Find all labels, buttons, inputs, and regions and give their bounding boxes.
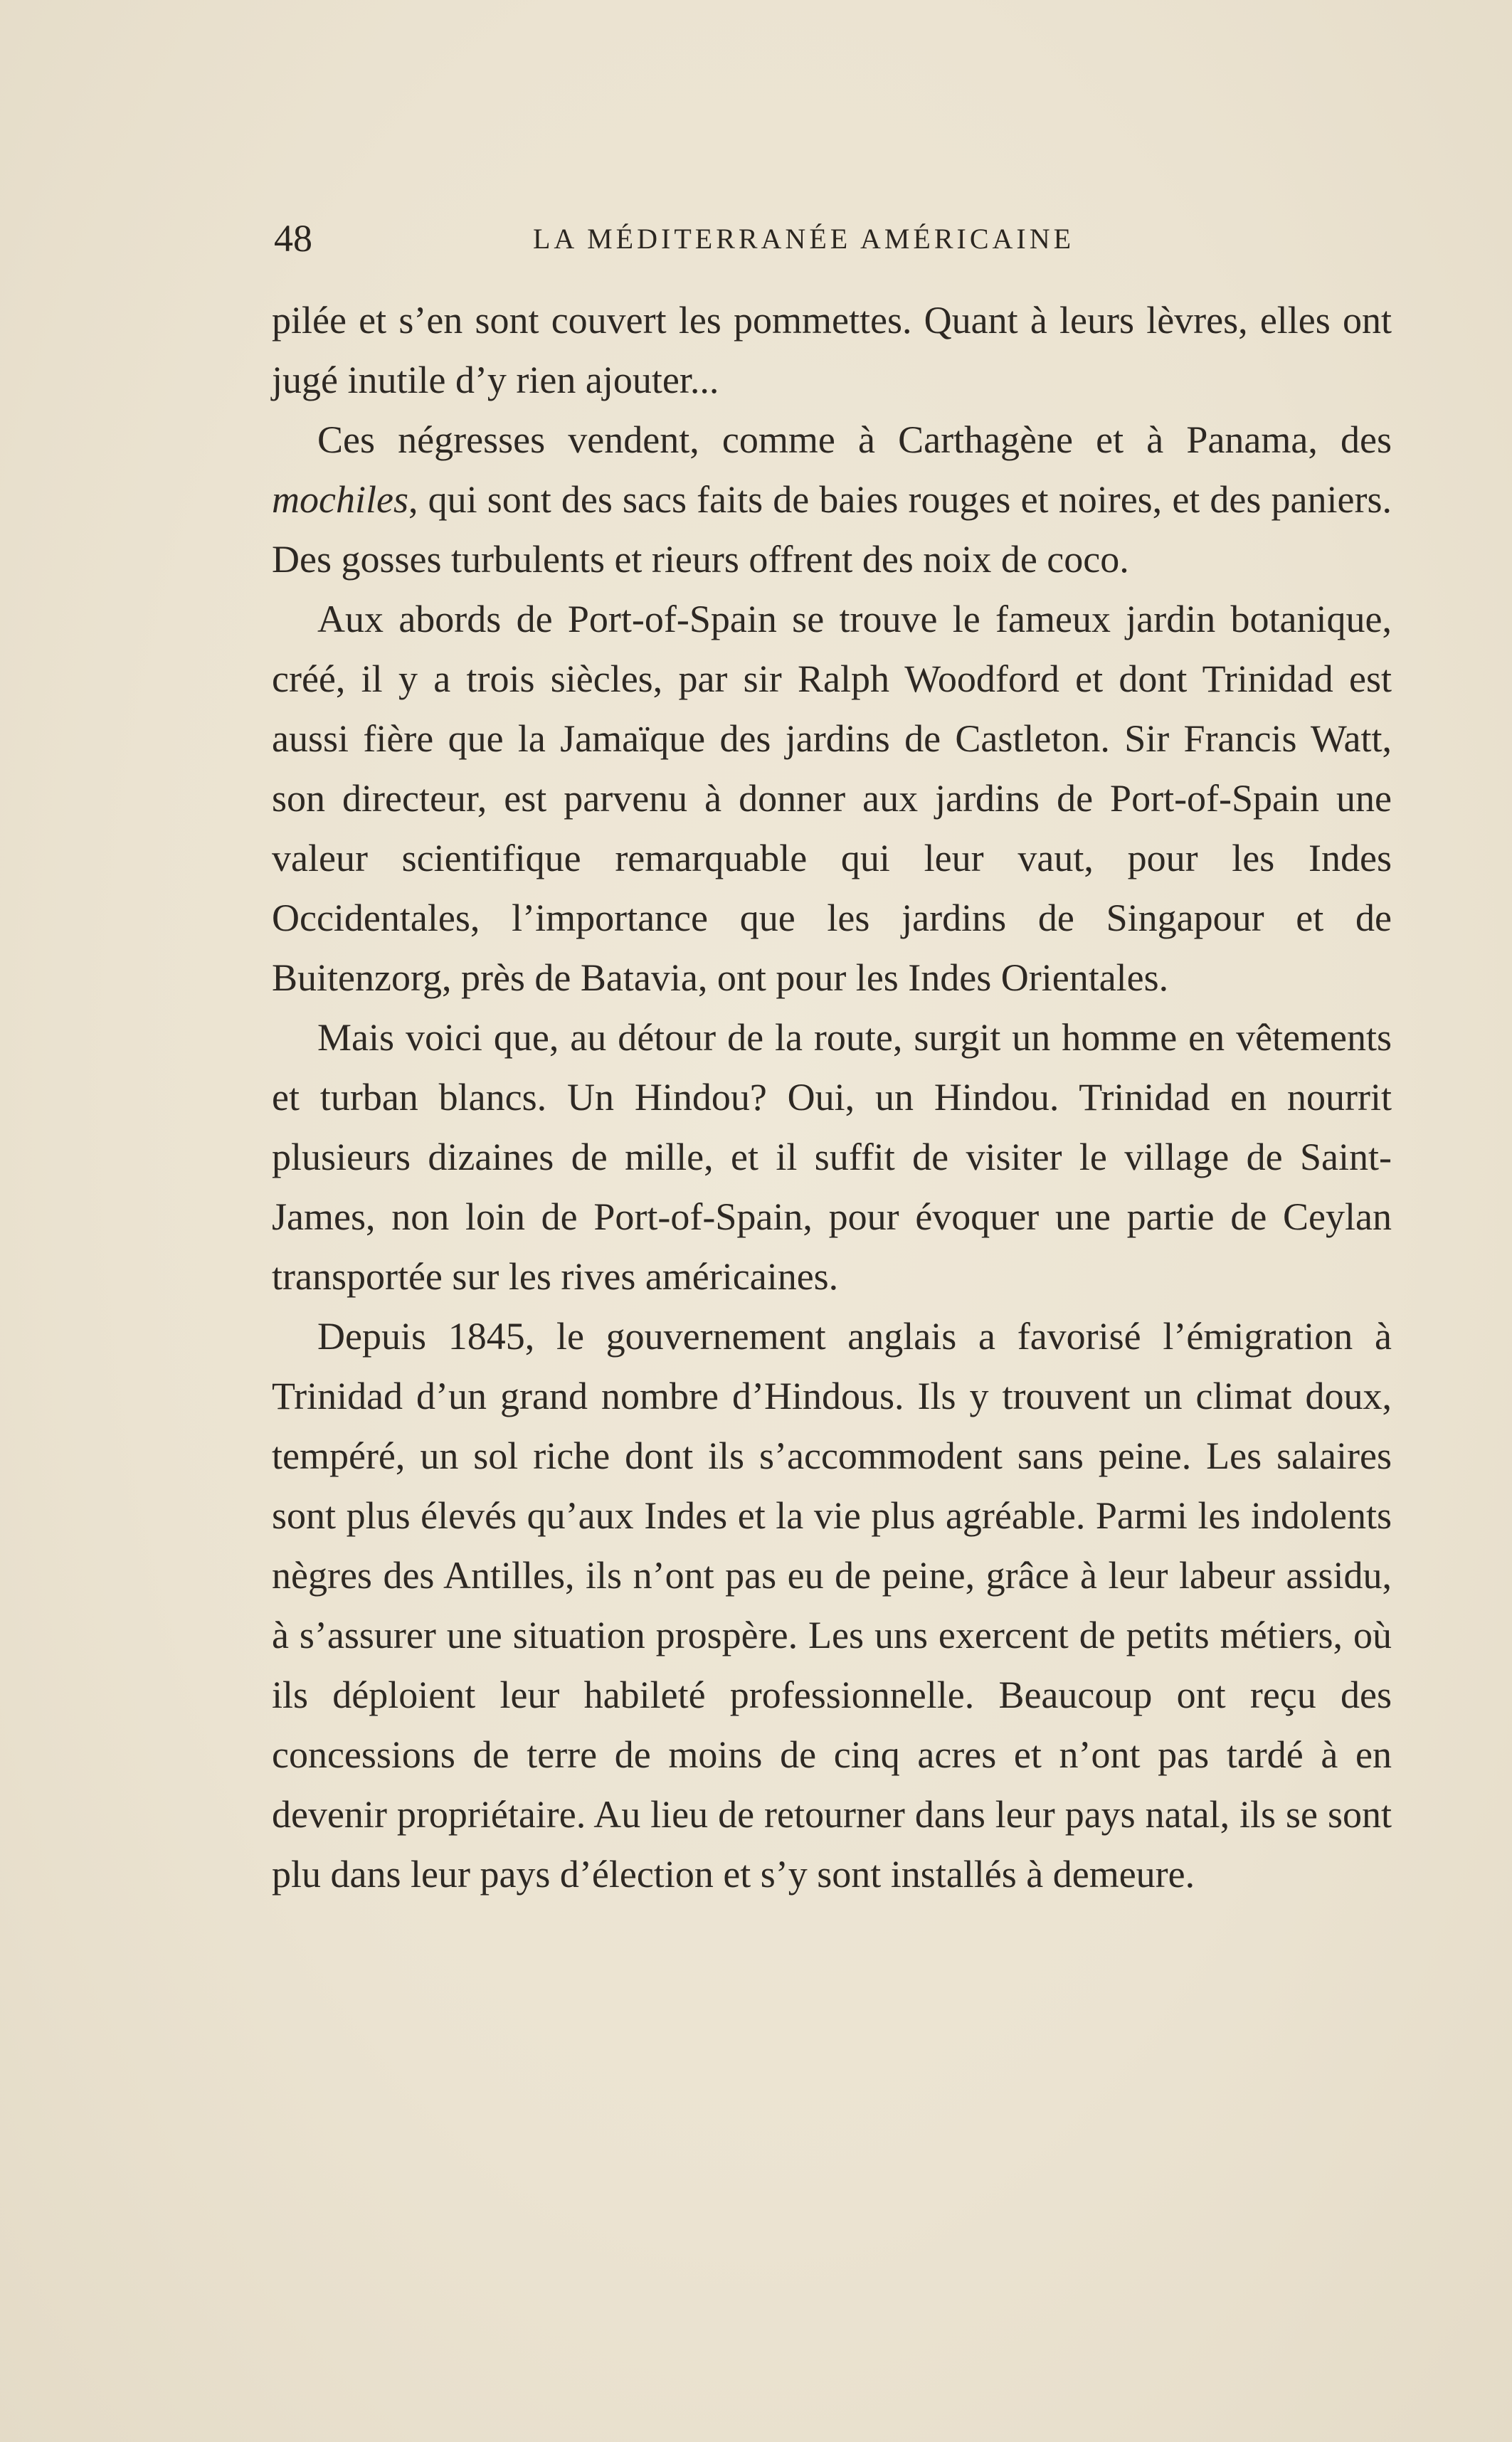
page-header [274,213,1390,263]
running-title: LA MÉDITERRANÉE AMÉRICAINE [533,223,1075,255]
paragraph-2-after: , qui sont des sacs faits de baies rouges et noires, et des paniers. Des gosses turbulents et rieurs offrent des noix de coco. [272,478,1392,581]
paragraph-4: Mais voici que, au détour de la route, surgit un homme en vêtements et turban blancs. Un Hindou? Oui, un Hindou. Trinidad en nourrit plusieurs dizaines de mille, et il suffit de visiter le village de Saint-James, non loin de Port-of-Spain, pour évoquer une partie de Ceylan transportée sur les rives américaines. [272,1016,1392,1298]
paragraph-1: pilée et s’en sont couvert les pommettes. Quant à leurs lèvres, elles ont jugé inutile d’y rien ajouter... [272,299,1392,401]
paragraph-2 [272,410,1392,589]
paragraph-5: Depuis 1845, le gouvernement anglais a favorisé l’émigration à Trinidad d’un grand nombre d’Hindous. Ils y trouvent un climat doux, tempéré, un sol riche dont ils s’accommodent sans peine. Les salaires sont plus élevés qu’aux Indes et la vie plus agréable. Parmi les indolents nègres des Antilles, ils n’ont pas eu de peine, grâce à leur labeur assidu, à s’assurer une situation prospère. Les uns exercent de petits métiers, où ils déploient leur habileté professionnelle. Beaucoup ont reçu des concessions de terre de moins de cinq acres et n’ont pas tardé à en devenir propriétaire. Au lieu de retourner dans leur pays natal, ils se sont plu dans leur pays d’élection et s’y sont installés à demeure. [272,1315,1392,1896]
italic-term: mochiles [272,478,408,521]
paragraph-2-before: Ces négresses vendent, comme à Carthagène et à Panama, des [317,418,1392,461]
paragraph-3: Aux abords de Port-of-Spain se trouve le fameux jardin botanique, créé, il y a trois siècles, par sir Ralph Woodford et dont Trinidad est aussi fière que la Jamaïque des jardins de Castleton. Sir Francis Watt, son directeur, est parvenu à donner aux jardins de Port-of-Spain une valeur scientifique remarquable qui leur vaut, pour les Indes Occidentales, l’importance que les jardins de Singapour et de Buitenzorg, près de Batavia, ont pour les Indes Orientales. [272,598,1392,999]
body-text [272,290,1392,1904]
page-number: 48 [274,217,312,260]
